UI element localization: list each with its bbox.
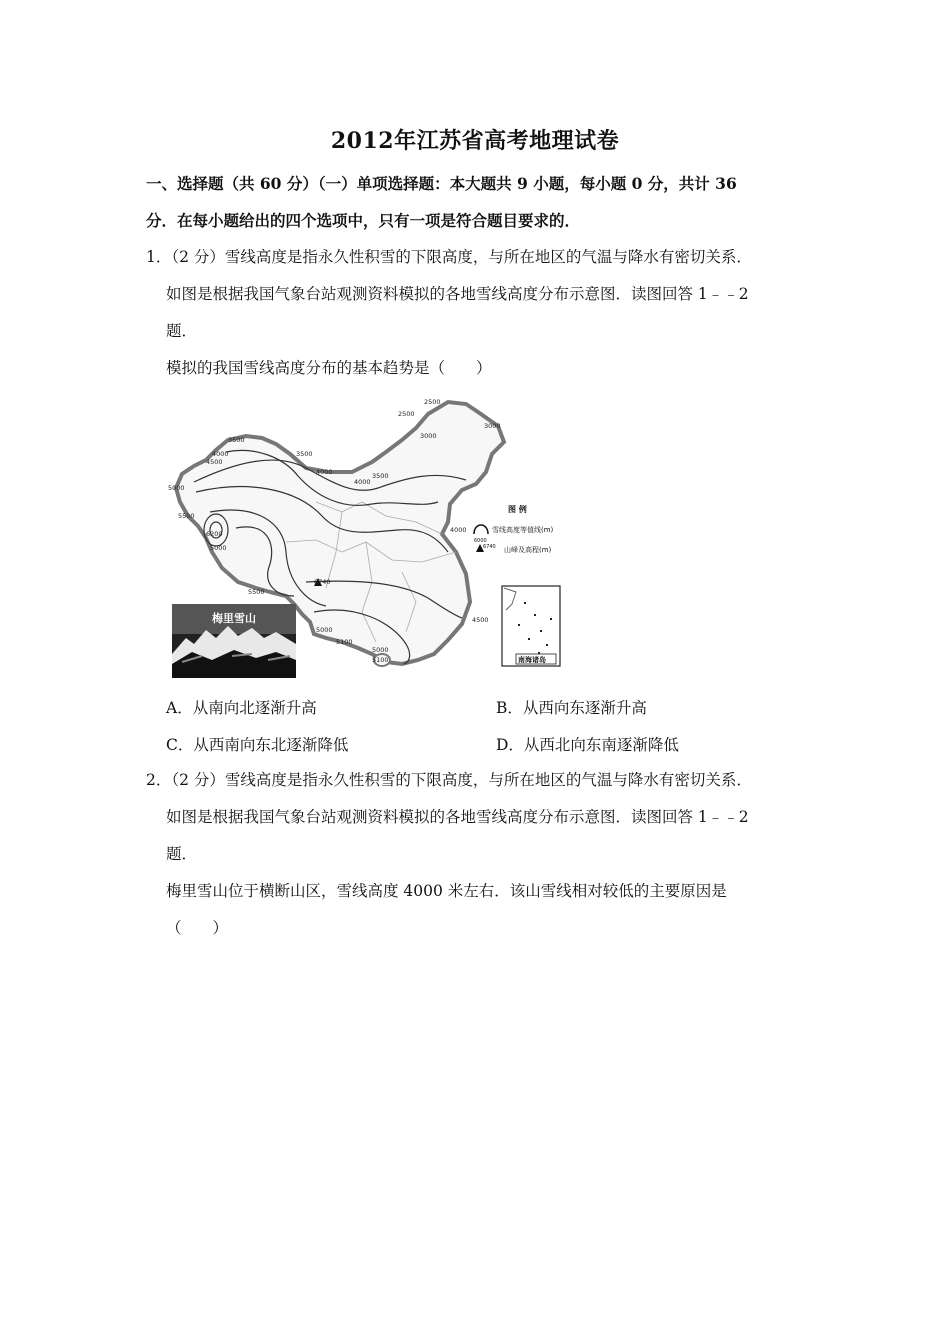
question-2-line3: 题． — [166, 845, 198, 863]
contour-label: 4500 — [206, 458, 223, 466]
question-1-line2: 如图是根据我国气象台站观测资料模拟的各地雪线高度分布示意图．读图回答 1﹣﹣2 — [166, 285, 749, 303]
contour-label: 3500 — [228, 436, 245, 444]
contour-label: 4000 — [212, 450, 229, 458]
contour-label: 5000 — [316, 626, 333, 634]
contour-label: 3000 — [484, 422, 501, 430]
contour-label: 3500 — [296, 450, 313, 458]
question-2 — [146, 762, 814, 947]
question-2-line1: 2．（2 分）雪线高度是指永久性积雪的下限高度，与所在地区的气温与降水有密切关系． — [146, 771, 752, 789]
legend-contour-icon — [474, 525, 488, 534]
inset-caption: 南海诸岛 — [518, 656, 546, 664]
contour-label: 4000 — [354, 478, 371, 486]
contour-label: 4500 — [472, 616, 489, 624]
legend-contour-sample: 6000 — [474, 538, 487, 544]
south-china-sea-inset — [502, 586, 560, 666]
contour-label: 5000 — [168, 484, 185, 492]
contour-label: 6740 — [314, 578, 331, 586]
q1-option-b: B．从西向东逐渐升高 — [496, 699, 647, 717]
contour-label: 5000 — [372, 646, 389, 654]
contour-label: 5500 — [248, 588, 265, 596]
q1-option-a: A．从南向北逐渐升高 — [166, 699, 317, 717]
question-2-stem: 梅里雪山位于横断山区，雪线高度 4000 米左右．该山雪线相对较低的主要原因是 — [166, 882, 727, 900]
contour-label: 5000 — [210, 544, 227, 552]
q1-option-d: D．从西北向东南逐渐降低 — [496, 736, 679, 754]
contour-label: 5500 — [178, 512, 195, 520]
legend-contour-label: 雪线高度等值线(m) — [492, 526, 554, 534]
q1-option-c: C．从西南向东北逐渐降低 — [166, 736, 349, 754]
question-2-blank: （ ） — [166, 919, 229, 937]
legend-peak-label: 山峰及高程(m) — [504, 546, 552, 554]
section-header — [146, 165, 814, 239]
legend-title: 图 例 — [508, 505, 527, 514]
contour-label: 2500 — [424, 398, 441, 406]
meili-snow-mountain-photo — [172, 604, 296, 678]
contour-label: 4000 — [450, 526, 467, 534]
question-1-line1: 1．（2 分）雪线高度是指永久性积雪的下限高度，与所在地区的气温与降水有密切关系． — [146, 248, 752, 266]
contour-label: 3000 — [420, 432, 437, 440]
question-1 — [146, 239, 814, 387]
contour-label: 6200 — [206, 530, 223, 538]
question-2-line2: 如图是根据我国气象台站观测资料模拟的各地雪线高度分布示意图．读图回答 1﹣﹣2 — [166, 808, 749, 826]
section-header-line2: 分．在每小题给出的四个选项中，只有一项是符合题目要求的． — [146, 211, 581, 230]
question-1-line3: 题． — [166, 322, 198, 340]
legend-peak-sample: 6740 — [483, 544, 496, 550]
contour-label: 5100 — [372, 656, 389, 664]
contour-label: 5100 — [336, 638, 353, 646]
photo-caption: 梅里雪山 — [212, 612, 256, 625]
question-1-stem: 模拟的我国雪线高度分布的基本趋势是（ ） — [166, 359, 492, 377]
page-title: 2012年江苏省高考地理试卷 — [330, 128, 620, 154]
contour-label: 2500 — [398, 410, 415, 418]
contour-label: 4000 — [316, 468, 333, 476]
section-header-line1: 一、选择题（共 60 分）（一）单项选择题：本大题共 9 小题，每小题 0 分，共计 36 — [146, 174, 737, 193]
contour-label: 3500 — [372, 472, 389, 480]
